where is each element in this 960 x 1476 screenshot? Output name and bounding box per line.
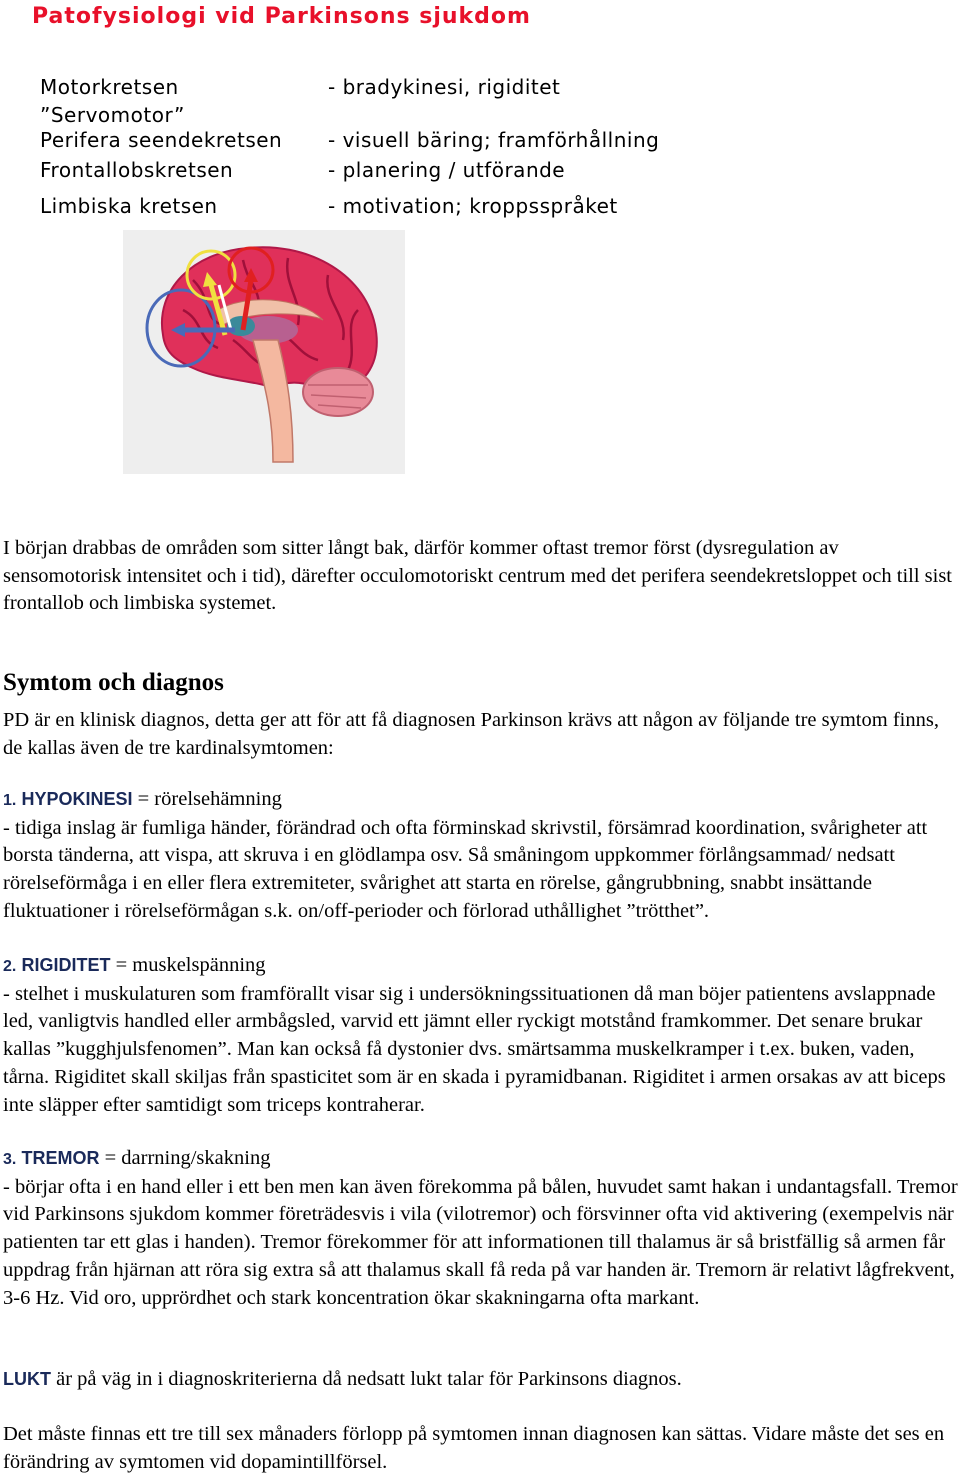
circuit-name: Frontallobskretsen	[40, 158, 234, 182]
circuit-desc: - motivation; kroppsspråket	[328, 194, 618, 218]
symptom-term: TREMOR	[21, 1148, 100, 1168]
closing-paragraph: Det måste finnas ett tre till sex månaders förlopp på symtomen innan diagnosen kan sättas. Vidare måste det ses en förändring av symtomen vid dopamintillförsel.	[3, 1423, 945, 1473]
symptom-num: 1.	[3, 792, 17, 809]
symptom-heading	[3, 952, 960, 981]
symptom-block	[3, 952, 960, 1119]
lukt-text: är på väg in i diagnoskriterierna då nedsatt lukt talar för Parkinsons diagnos.	[51, 1368, 682, 1390]
circuit-desc: - visuell bäring; framförhållning	[328, 128, 660, 152]
intro-paragraph: I början drabbas de områden som sitter långt bak, därför kommer oftast tremor först (dysregulation av sensomotorisk intensitet och i tid), därefter occulomotoriskt centrum med det perifera seendekretsloppet och till sist frontallob och limbiska systemet.	[3, 537, 953, 615]
symptom-heading	[3, 786, 960, 815]
symptom-block	[3, 1145, 960, 1312]
circuit-desc: - bradykinesi, rigiditet	[328, 75, 561, 99]
page-title: Patofysiologi vid Parkinsons sjukdom	[32, 4, 531, 29]
symptom-text: - stelhet i muskulaturen som framförallt visar sig i undersökningssituationen då man böjer patientens avslappnade led, vanligtvis handled eller armbågsled, varvid ett jämnt eller ryckigt motstånd framkommer. Det senare brukar kallas ”kugghjulsfenomen”. Man kan också få dystonier dvs. smärtsamma muskelkramper i t.ex. buken, vaden, tårna. Rigiditet skall skiljas från spasticitet som är en skada i pyramidbanan. Rigiditet i armen orsakas av att biceps inte släpper efter samtidigt som triceps kontraherar.	[3, 982, 946, 1116]
circuit-name: Limbiska kretsen	[40, 194, 218, 218]
brain-svg	[123, 230, 405, 474]
symptom-def: = muskelspänning	[110, 954, 266, 976]
section-lead: PD är en klinisk diagnos, detta ger att för att få diagnosen Parkinson krävs att någon av följande tre symtom finns, de kallas även de tre kardinalsymtomen:	[3, 709, 939, 759]
symptom-term: RIGIDITET	[21, 955, 111, 975]
symptom-heading	[3, 1145, 960, 1174]
circuit-name: ”Servomotor”	[40, 103, 185, 127]
symptom-text: - tidiga inslag är fumliga händer, förändrad och ofta förminskad skrivstil, försämrad koordination, svårigheter att borsta tänderna, att vispa, att skruva i en glödlampa osv. Så småningom uppkommer förlångsammad/ nedsatt rörelseförmåga i en eller flera extremiteter, svårighet att starta en rörelse, gångrubbning, snabbt insättande fluktuationer i rörelseförmågan s.k. on/off-perioder och förlorad uthållighet ”trötthet”.	[3, 816, 928, 922]
symptom-term: HYPOKINESI	[21, 789, 133, 809]
symptom-block	[3, 786, 960, 926]
symptom-text: - börjar ofta i en hand eller i ett ben men kan även förekomma på bålen, huvudet samt hakan i undantagsfall. Tremor vid Parkinsons sjukdom kommer företrädesvis i vila (vilotremor) och försvinner ofta vid aktivering (exempelvis när patienten tar ett glas i handen). Tremor förekommer för att informationen till thalamus är så bristfällig så armen får uppdrag från hjärnan att röra sig extra så att thalamus skall få reda på var handen är. Tremorn är relativt lågfrekvent, 3-6 Hz. Vid oro, upprördhet och stark koncentration ökar skakningarna ofta markant.	[3, 1175, 958, 1309]
circuit-name: Perifera seendekretsen	[40, 128, 283, 152]
cerebellum	[303, 368, 373, 416]
lukt-line	[3, 1366, 960, 1394]
symptom-def: = darrning/skakning	[99, 1147, 271, 1169]
section-heading: Symtom och diagnos	[3, 669, 224, 696]
circuit-desc: - planering / utförande	[328, 158, 566, 182]
circuit-name: Motorkretsen	[40, 75, 179, 99]
symptom-num: 2.	[3, 958, 17, 975]
brain-illustration	[123, 230, 405, 474]
symptom-def: = rörelsehämning	[132, 788, 282, 810]
lukt-term: LUKT	[3, 1369, 51, 1389]
symptom-num: 3.	[3, 1151, 17, 1168]
